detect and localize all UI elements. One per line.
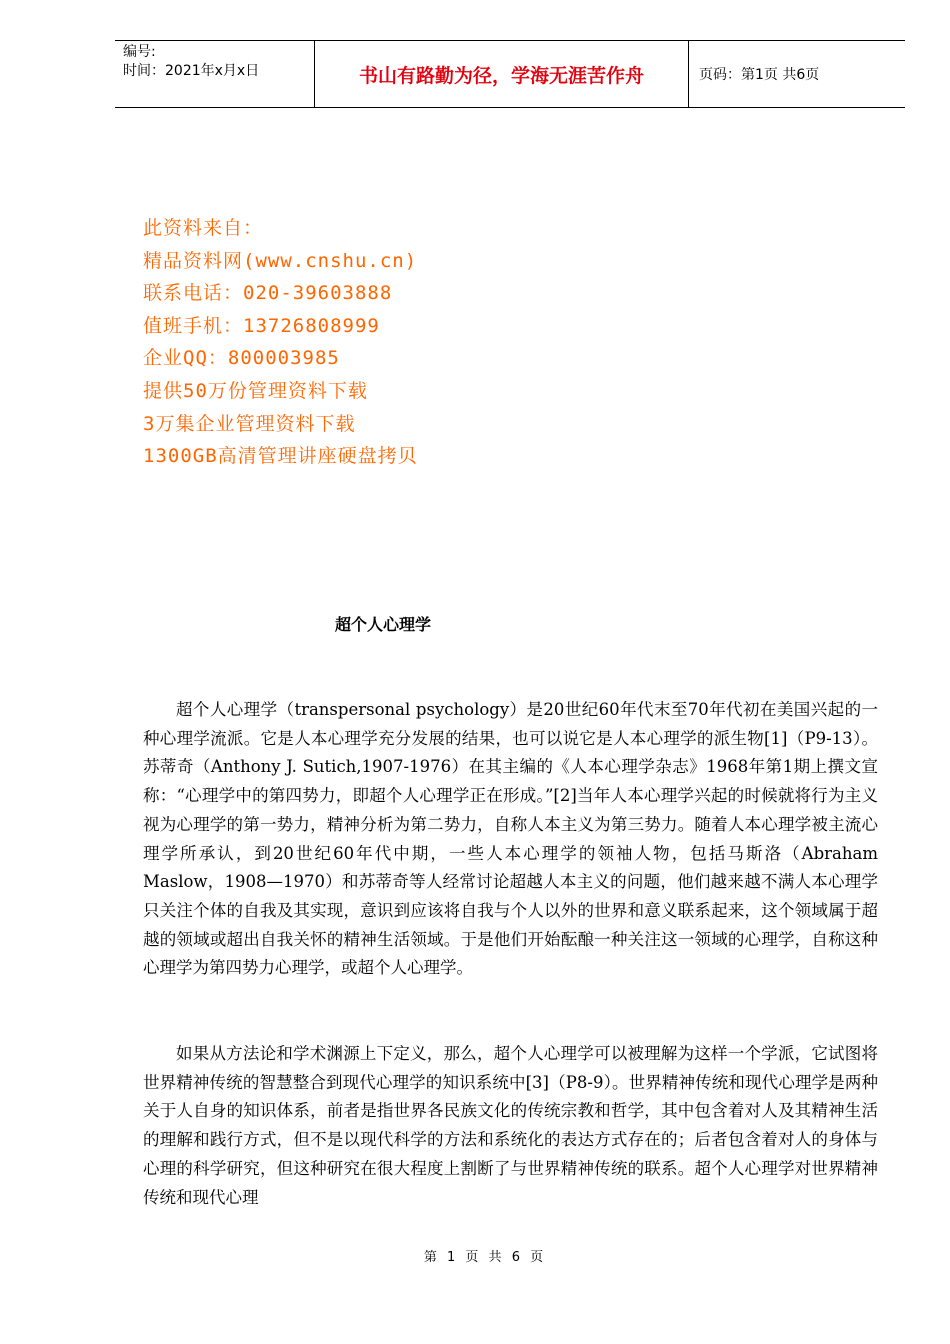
promo-line: 企业QQ：800003985 <box>143 347 340 370</box>
code-label: 编号: <box>123 44 156 60</box>
promo-line: 精品资料网(www.cnshu.cn) <box>143 249 418 272</box>
header-motto: 书山有路勤为径，学海无涯苦作舟 <box>315 41 689 107</box>
promo-line: 此资料来自： <box>143 217 264 239</box>
promo-line: 1300GB高清管理讲座硬盘拷贝 <box>143 445 418 468</box>
header-page-info: 页码：第1页 共6页 <box>699 67 820 83</box>
promo-line: 3万集企业管理资料下载 <box>143 412 356 435</box>
promo-line: 提供50万份管理资料下载 <box>143 379 368 402</box>
header-table <box>115 40 905 108</box>
promo-block <box>143 212 418 473</box>
document-title: 超个人心理学 <box>335 615 432 634</box>
page-footer: 第 1 页 共 6 页 <box>423 1250 547 1265</box>
header-meta-cell <box>115 41 315 107</box>
paragraph-text: 超个人心理学（transpersonal psychology）是20世纪60年代末至70年代初在美国兴起的一种心理学流派。它是人本心理学充分发展的结果，也可以说它是人本心理学的派生物[1]（P9-13）。苏蒂奇（Anthony J. Sutich,1907-1976）在其主编的《人本心理学杂志》1968年第1期上撰文宣称：“心理学中的第四势力，即超个人心理学正在形成。”[2]当年人本心理学兴起的时候就将行为主义视为心理学的第一势力，精神分析为第二势力，自称人本主义为第三势力。随着人本心理学被主流心理学所承认，到20世纪60年代中期，一些人本心理学的领袖人物，包括马斯洛（Abraham Maslow，1908—1970）和苏蒂奇等人经常讨论超越人本主义的问题，他们越来越不满人本心理学只关注个体的自我及其实现，意识到应该将自我与个人以外的世界和意义联系起来，这个领域属于超越的领域或超出自我关怀的精神生活领域。于是他们开始酝酿一种关注这一领域的心理学，自称这种心理学为第四势力心理学，或超个人心理学。 <box>143 700 878 978</box>
promo-line: 联系电话：020-39603888 <box>143 282 393 305</box>
body-paragraph-1 <box>143 696 878 983</box>
promo-line: 值班手机：13726808999 <box>143 314 380 337</box>
body-paragraph-2 <box>143 1040 878 1212</box>
time-label: 时间：2021年x月x日 <box>123 63 260 79</box>
paragraph-text: 如果从方法论和学术渊源上下定义，那么，超个人心理学可以被理解为这样一个学派，它试图将世界精神传统的智慧整合到现代心理学的知识系统中[3]（P8-9）。世界精神传统和现代心理学是两种关于人自身的知识体系，前者是指世界各民族文化的传统宗教和哲学，其中包含着对人及其精神生活的理解和践行方式，但不是以现代科学的方法和系统化的表达方式存在的；后者包含着对人的身体与心理的科学研究，但这种研究在很大程度上割断了与世界精神传统的联系。超个人心理学对世界精神传统和现代心理 <box>143 1044 878 1207</box>
